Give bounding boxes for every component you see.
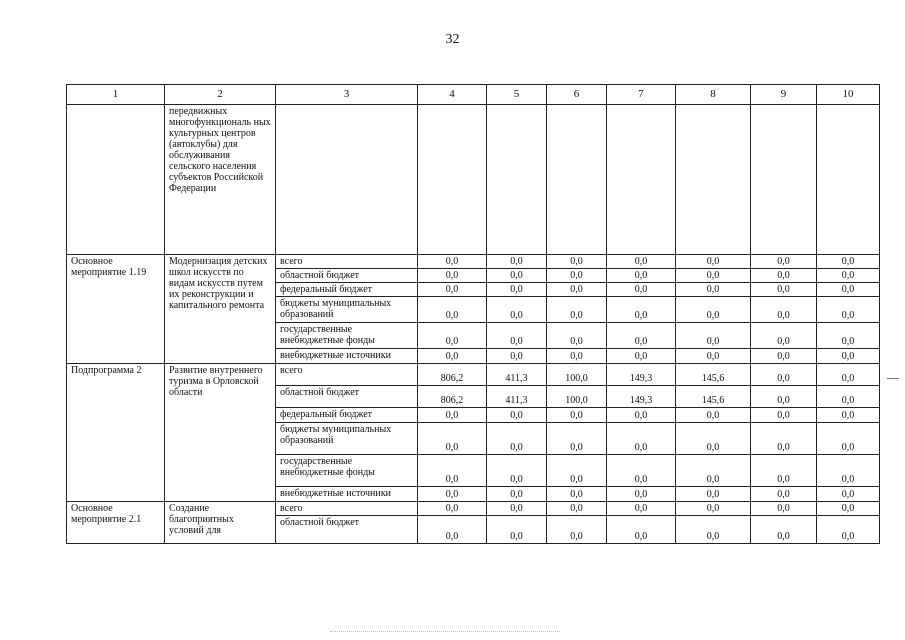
amount-cell: 0,0 <box>418 423 487 455</box>
cell-blank <box>67 105 165 255</box>
cell-blank <box>607 105 676 255</box>
amount-cell: 0,0 <box>676 516 751 544</box>
amount-cell: 0,0 <box>676 255 751 269</box>
amount-cell: 0,0 <box>547 297 607 323</box>
amount-cell: 0,0 <box>418 283 487 297</box>
amount-cell: 0,0 <box>607 297 676 323</box>
amount-cell: 0,0 <box>607 349 676 364</box>
amount-cell: 0,0 <box>487 487 547 502</box>
page-number: 32 <box>445 32 460 47</box>
amount-cell: 0,0 <box>547 502 607 516</box>
amount-cell: 0,0 <box>751 423 817 455</box>
column-header: 2 <box>165 85 276 105</box>
amount-cell: 0,0 <box>817 516 880 544</box>
cell-blank <box>751 105 817 255</box>
column-header: 6 <box>547 85 607 105</box>
amount-cell: 0,0 <box>676 423 751 455</box>
amount-cell: 0,0 <box>751 455 817 487</box>
cell-blank <box>487 105 547 255</box>
amount-cell: 0,0 <box>418 487 487 502</box>
amount-cell: 0,0 <box>487 408 547 423</box>
amount-cell: 0,0 <box>418 323 487 349</box>
amount-cell: 0,0 <box>751 323 817 349</box>
margin-mark <box>887 378 899 379</box>
amount-cell: 0,0 <box>418 269 487 283</box>
column-header: 7 <box>607 85 676 105</box>
amount-cell: 0,0 <box>676 408 751 423</box>
amount-cell: 0,0 <box>607 455 676 487</box>
amount-cell: 0,0 <box>676 487 751 502</box>
amount-cell: 0,0 <box>418 455 487 487</box>
item-title: Модернизация детских школ искусств по видам искусств путем их реконструкции и капитального ремонта <box>165 255 276 364</box>
column-header: 8 <box>676 85 751 105</box>
amount-cell: 0,0 <box>676 455 751 487</box>
amount-cell: 0,0 <box>817 283 880 297</box>
amount-cell: 0,0 <box>751 386 817 408</box>
amount-cell: 145,6 <box>676 386 751 408</box>
amount-cell: 0,0 <box>817 349 880 364</box>
budget-table <box>66 84 880 544</box>
amount-cell: 0,0 <box>751 283 817 297</box>
amount-cell: 411,3 <box>487 386 547 408</box>
funding-source: бюджеты муниципальных образований <box>276 423 418 455</box>
column-header: 5 <box>487 85 547 105</box>
amount-cell: 0,0 <box>607 269 676 283</box>
amount-cell: 0,0 <box>418 297 487 323</box>
amount-cell: 149,3 <box>607 364 676 386</box>
funding-source: внебюджетные источники <box>276 487 418 502</box>
amount-cell: 0,0 <box>607 516 676 544</box>
amount-cell: 0,0 <box>817 487 880 502</box>
funding-source: областной бюджет <box>276 269 418 283</box>
column-header: 9 <box>751 85 817 105</box>
amount-cell: 806,2 <box>418 386 487 408</box>
amount-cell: 0,0 <box>607 487 676 502</box>
amount-cell: 0,0 <box>817 386 880 408</box>
item-title: Развитие внутреннего туризма в Орловской области <box>165 364 276 502</box>
amount-cell: 0,0 <box>676 349 751 364</box>
amount-cell: 0,0 <box>817 423 880 455</box>
amount-cell: 0,0 <box>751 516 817 544</box>
amount-cell: 0,0 <box>547 408 607 423</box>
amount-cell: 0,0 <box>487 283 547 297</box>
amount-cell: 0,0 <box>547 487 607 502</box>
table-row <box>67 364 880 386</box>
amount-cell: 0,0 <box>547 323 607 349</box>
amount-cell: 0,0 <box>817 455 880 487</box>
table-row <box>67 255 880 269</box>
amount-cell: 0,0 <box>547 269 607 283</box>
amount-cell: 0,0 <box>607 283 676 297</box>
cell-blank <box>676 105 751 255</box>
amount-cell: 0,0 <box>418 502 487 516</box>
funding-source: всего <box>276 502 418 516</box>
item-code: Подпрограмма 2 <box>67 364 165 502</box>
funding-source: всего <box>276 255 418 269</box>
amount-cell: 0,0 <box>607 423 676 455</box>
amount-cell: 0,0 <box>487 502 547 516</box>
amount-cell: 0,0 <box>547 455 607 487</box>
amount-cell: 0,0 <box>817 255 880 269</box>
amount-cell: 0,0 <box>817 297 880 323</box>
cell-blank <box>817 105 880 255</box>
amount-cell: 0,0 <box>607 323 676 349</box>
amount-cell: 0,0 <box>751 487 817 502</box>
amount-cell: 0,0 <box>487 255 547 269</box>
column-header: 3 <box>276 85 418 105</box>
scan-artifact <box>330 631 560 634</box>
amount-cell: 0,0 <box>487 297 547 323</box>
amount-cell: 0,0 <box>547 255 607 269</box>
funding-source: внебюджетные источники <box>276 349 418 364</box>
funding-source: областной бюджет <box>276 516 418 544</box>
amount-cell: 0,0 <box>418 349 487 364</box>
amount-cell: 0,0 <box>817 323 880 349</box>
amount-cell: 149,3 <box>607 386 676 408</box>
amount-cell: 0,0 <box>418 408 487 423</box>
amount-cell: 0,0 <box>751 349 817 364</box>
amount-cell: 0,0 <box>817 364 880 386</box>
amount-cell: 806,2 <box>418 364 487 386</box>
amount-cell: 0,0 <box>751 408 817 423</box>
funding-source: государственные внебюджетные фонды <box>276 323 418 349</box>
amount-cell: 145,6 <box>676 364 751 386</box>
column-header: 10 <box>817 85 880 105</box>
item-code: Основное мероприятие 1.19 <box>67 255 165 364</box>
column-header: 4 <box>418 85 487 105</box>
amount-cell: 0,0 <box>487 516 547 544</box>
header-row <box>67 85 880 105</box>
amount-cell: 0,0 <box>676 283 751 297</box>
amount-cell: 0,0 <box>676 269 751 283</box>
amount-cell: 0,0 <box>751 502 817 516</box>
amount-cell: 0,0 <box>751 255 817 269</box>
amount-cell: 0,0 <box>607 408 676 423</box>
cell-blank <box>276 105 418 255</box>
amount-cell: 0,0 <box>751 297 817 323</box>
funding-source: бюджеты муниципальных образований <box>276 297 418 323</box>
amount-cell: 0,0 <box>751 269 817 283</box>
amount-cell: 0,0 <box>676 323 751 349</box>
funding-source: федеральный бюджет <box>276 283 418 297</box>
item-title: Создание благоприятных условий для <box>165 502 276 544</box>
funding-source: государственные внебюджетные фонды <box>276 455 418 487</box>
amount-cell: 0,0 <box>487 269 547 283</box>
amount-cell: 0,0 <box>418 516 487 544</box>
amount-cell: 0,0 <box>487 323 547 349</box>
amount-cell: 0,0 <box>817 269 880 283</box>
amount-cell: 0,0 <box>751 364 817 386</box>
funding-source: областной бюджет <box>276 386 418 408</box>
item-code: Основное мероприятие 2.1 <box>67 502 165 544</box>
funding-source: федеральный бюджет <box>276 408 418 423</box>
amount-cell: 0,0 <box>676 297 751 323</box>
amount-cell: 0,0 <box>487 455 547 487</box>
amount-cell: 0,0 <box>607 255 676 269</box>
amount-cell: 0,0 <box>418 255 487 269</box>
funding-source: всего <box>276 364 418 386</box>
amount-cell: 0,0 <box>607 502 676 516</box>
table-row <box>67 502 880 516</box>
amount-cell: 0,0 <box>547 423 607 455</box>
cell-blank <box>547 105 607 255</box>
amount-cell: 0,0 <box>547 516 607 544</box>
continuation-row <box>67 105 880 255</box>
amount-cell: 0,0 <box>676 502 751 516</box>
continuation-text: передвижных многофункциональ ных культурных центров (автоклубы) для обслуживания сельского населения субъектов Российской Федерации <box>165 105 276 255</box>
amount-cell: 0,0 <box>487 423 547 455</box>
amount-cell: 0,0 <box>817 502 880 516</box>
cell-blank <box>418 105 487 255</box>
amount-cell: 100,0 <box>547 386 607 408</box>
amount-cell: 0,0 <box>547 349 607 364</box>
amount-cell: 0,0 <box>547 283 607 297</box>
amount-cell: 0,0 <box>487 349 547 364</box>
amount-cell: 0,0 <box>817 408 880 423</box>
column-header: 1 <box>67 85 165 105</box>
amount-cell: 411,3 <box>487 364 547 386</box>
amount-cell: 100,0 <box>547 364 607 386</box>
